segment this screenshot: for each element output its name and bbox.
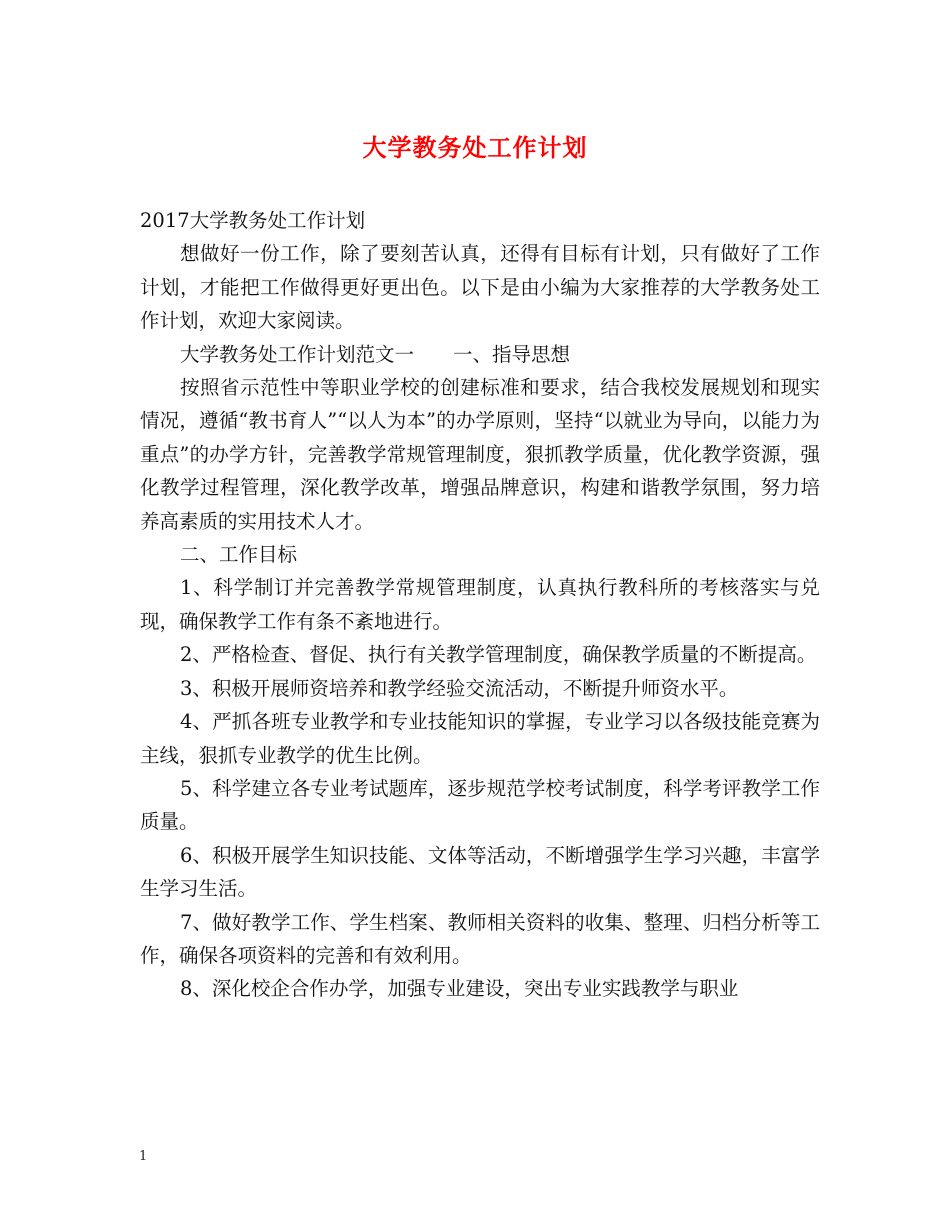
paragraph-goals-heading: 二、工作目标 (180, 543, 298, 567)
paragraph-goal-8: 8、深化校企合作办学，加强专业建设，突出专业实践教学与职业 (180, 977, 739, 1001)
document-subtitle: 2017大学教务处工作计划 (140, 209, 366, 232)
paragraph-goal-7: 7、做好教学工作、学生档案、教师相关资料的收集、整理、归档分析等工作，确保各项资料的完善和有效利用。 (140, 910, 820, 967)
paragraph-goal-5: 5、科学建立各专业考试题库，逐步规范学校考试制度，科学考评教学工作质量。 (140, 776, 820, 834)
paragraph-guiding-thought: 按照省示范性中等职业学校的创建标准和要求，结合我校发展规划和现实情况，遵循“教书育人”“以人为本”的办学原则，坚持“以就业为导向，以能力为重点”的办学方针，完善教学常规管理制度，狠抓教学质量，优化教学资源，强化教学过程管理，深化教学改革，增强品牌意识，构建和谐教学氛围，努力培养高素质的实用技术人才。 (140, 376, 820, 533)
paragraph-goal-2: 2、严格检查、督促、执行有关教学管理制度，确保教学质量的不断提高。 (180, 643, 817, 667)
paragraph-sample-heading: 大学教务处工作计划范文一 一、指导思想 (180, 342, 571, 366)
page-number: 1 (139, 1149, 148, 1164)
paragraph-goal-6: 6、积极开展学生知识技能、文体等活动，不断增强学生学习兴趣，丰富学生学习生活。 (140, 843, 820, 901)
paragraph-goal-4: 4、严抓各班专业教学和专业技能知识的掌握，专业学习以各级技能竞赛为主线，狠抓专业教学的优生比例。 (140, 710, 820, 767)
document-title: 大学教务处工作计划 (362, 133, 588, 162)
paragraph-intro: 想做好一份工作，除了要刻苦认真，还得有目标有计划，只有做好了工作计划，才能把工作做得更好更出色。以下是由小编为大家推荐的大学教务处工作计划，欢迎大家阅读。 (140, 242, 820, 333)
paragraph-goal-1: 1、科学制订并完善教学常规管理制度，认真执行教科所的考核落实与兑现，确保教学工作有条不紊地进行。 (140, 576, 820, 633)
paragraph-goal-3: 3、积极开展师资培养和教学经验交流活动，不断提升师资水平。 (180, 676, 739, 700)
document-body (140, 204, 820, 1006)
